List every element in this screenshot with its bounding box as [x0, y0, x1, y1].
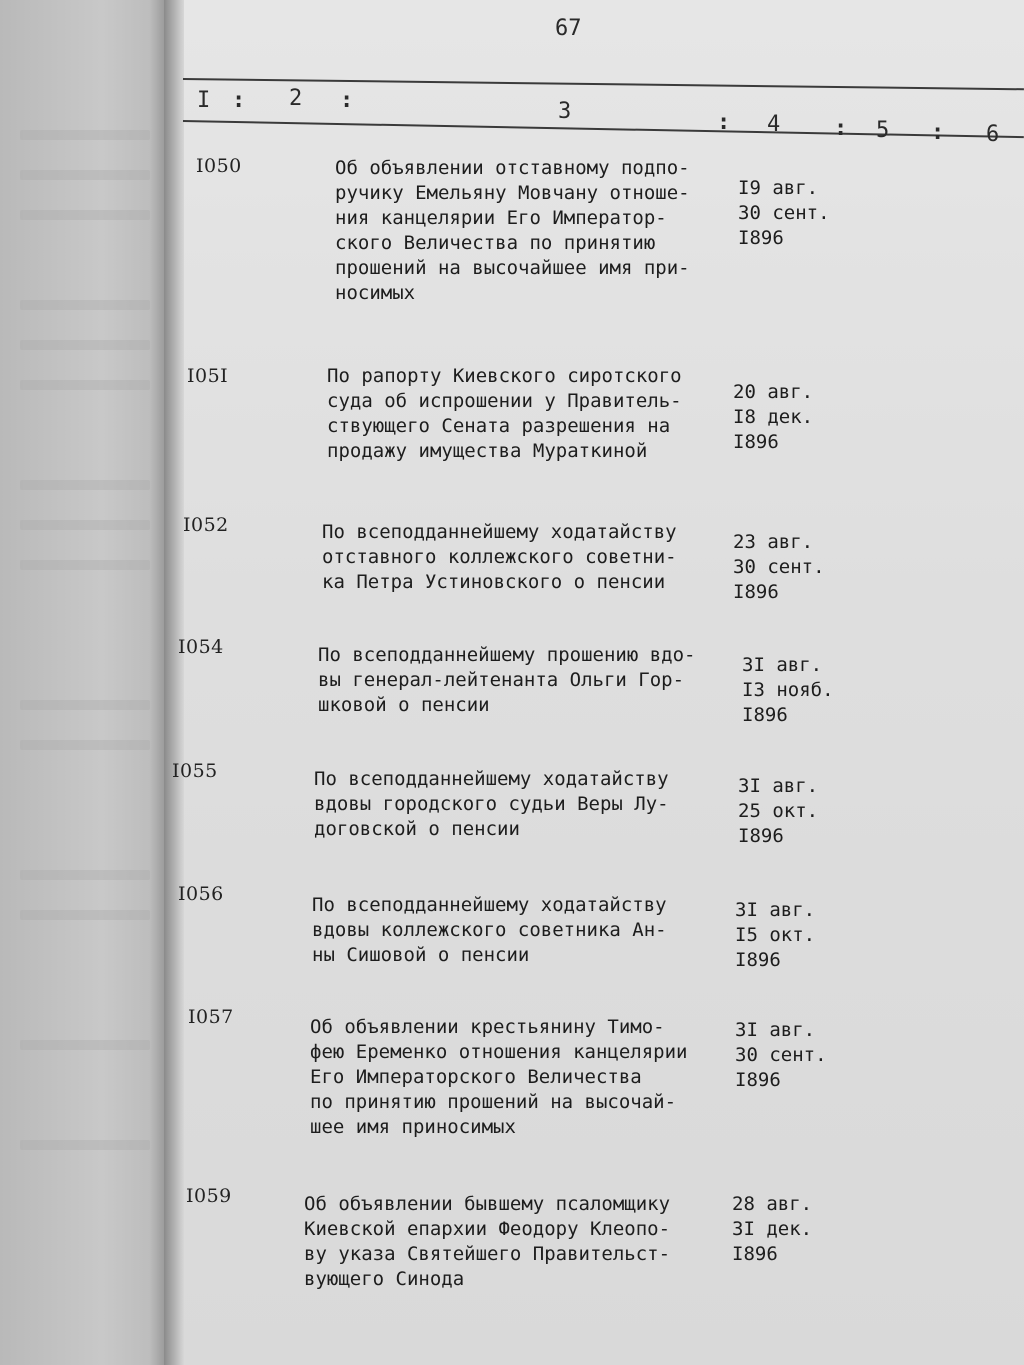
entry-dates: [738, 774, 818, 849]
entry-end-date: 30 сент.: [738, 202, 830, 224]
entry-start-date: 23 авг.: [733, 531, 814, 553]
left-page-text-ghost: [20, 170, 150, 180]
left-page-text-ghost: [20, 340, 150, 350]
column-separator: :: [232, 88, 246, 113]
entry-year: I896: [732, 1243, 778, 1265]
book-gutter: [164, 0, 184, 1365]
entry-dates: [732, 1192, 812, 1267]
entry-title-line: отставного коллежского советни-: [322, 546, 677, 568]
entry-title-line: договской о пенсии: [314, 818, 520, 840]
entry-title: [322, 520, 722, 595]
entry-title-line: носимых: [335, 282, 416, 304]
entry-title-line: По всеподданнейшему ходатайству: [322, 521, 677, 543]
entry-title-line: ка Петра Устиновского о пенсии: [322, 571, 666, 593]
column-header-3: 3: [558, 99, 572, 124]
entry-start-date: 3I авг.: [735, 1019, 816, 1041]
entry-title-line: Киевской епархии Феодору Клеопо-: [304, 1218, 671, 1240]
entry-title-line: По всеподданнейшему прошению вдо-: [318, 644, 696, 666]
entry-title-line: Об объявлении бывшему псаломщику: [304, 1193, 671, 1215]
left-page-text-ghost: [20, 560, 150, 570]
left-page-text-ghost: [20, 210, 150, 220]
left-page-text-ghost: [20, 1140, 150, 1150]
entry-title: [314, 767, 714, 842]
entry-end-date: I3 нояб.: [742, 679, 834, 701]
entry-end-date: 25 окт.: [738, 800, 819, 822]
column-header-2: 2: [289, 86, 303, 111]
entry-start-date: 28 авг.: [732, 1193, 813, 1215]
entry-title-line: По всеподданнейшему ходатайству: [312, 894, 667, 916]
entry-year: I896: [735, 1069, 781, 1091]
entry-title: [335, 156, 735, 306]
entry-number: I057: [188, 1006, 234, 1028]
entry-start-date: I9 авг.: [738, 177, 819, 199]
entry-number: I052: [183, 514, 229, 536]
left-page-text-ghost: [20, 870, 150, 880]
entry-year: I896: [735, 949, 781, 971]
entry-title-line: вдовы городского судьи Веры Лу-: [314, 793, 669, 815]
entry-number: I055: [172, 760, 218, 782]
entry-title: [312, 893, 712, 968]
entry-title-line: вующего Синода: [304, 1268, 465, 1290]
column-header-1: I: [197, 88, 211, 113]
entry-title-line: ручику Емельяну Мовчану отноше-: [335, 182, 690, 204]
entry-end-date: 30 сент.: [733, 556, 825, 578]
entry-dates: [742, 653, 834, 728]
entry-title: [304, 1192, 704, 1292]
left-page-text-ghost: [20, 1040, 150, 1050]
entry-title-line: ны Сишовой о пенсии: [312, 944, 530, 966]
entry-dates: [733, 530, 825, 605]
entry-title-line: ского Величества по принятию: [335, 232, 656, 254]
entry-title-line: Об объявлении крестьянину Тимо-: [310, 1016, 665, 1038]
entry-title-line: ния канцелярии Его Император-: [335, 207, 667, 229]
entry-number: I056: [178, 883, 224, 905]
entry-start-date: 20 авг.: [733, 381, 814, 403]
left-page-text-ghost: [20, 480, 150, 490]
entry-end-date: I8 дек.: [733, 406, 814, 428]
left-page-text-ghost: [20, 740, 150, 750]
entry-start-date: 3I авг.: [735, 899, 816, 921]
entry-end-date: 3I дек.: [732, 1218, 813, 1240]
left-page-text-ghost: [20, 910, 150, 920]
left-page-edge: [0, 0, 170, 1365]
entry-year: I896: [733, 431, 779, 453]
entry-dates: [735, 1018, 827, 1093]
entry-title-line: По рапорту Киевского сиротского: [327, 365, 682, 387]
column-separator: :: [834, 116, 848, 141]
left-page-text-ghost: [20, 300, 150, 310]
entry-title-line: Его Императорского Величества: [310, 1066, 642, 1088]
entry-end-date: I5 окт.: [735, 924, 816, 946]
entry-title-line: суда об испрошении у Правитель-: [327, 390, 682, 412]
entry-title-line: вдовы коллежского советника Ан-: [312, 919, 667, 941]
entry-title-line: прошений на высочайшее имя при-: [335, 257, 690, 279]
entry-title: [327, 364, 727, 464]
column-separator: :: [340, 88, 354, 113]
entry-number: I054: [178, 636, 224, 658]
entry-title: [310, 1015, 710, 1140]
column-header-4: 4: [767, 112, 781, 137]
entry-title-line: Об объявлении отставному подпо-: [335, 157, 690, 179]
column-header-6: 6: [986, 122, 1000, 147]
entry-title: [318, 643, 718, 718]
entry-year: I896: [742, 704, 788, 726]
entry-title-line: вы генерал-лейтенанта Ольги Гор-: [318, 669, 685, 691]
entry-title-line: шковой о пенсии: [318, 694, 490, 716]
entry-year: I896: [738, 227, 784, 249]
entry-title-line: По всеподданнейшему ходатайству: [314, 768, 669, 790]
entry-dates: [735, 898, 815, 973]
entry-title-line: ствующего Сената разрешения на: [327, 415, 671, 437]
entry-start-date: 3I авг.: [742, 654, 823, 676]
column-separator: :: [931, 120, 945, 145]
entry-year: I896: [733, 581, 779, 603]
entry-start-date: 3I авг.: [738, 775, 819, 797]
left-page-text-ghost: [20, 380, 150, 390]
entry-title-line: продажу имущества Мураткиной: [327, 440, 648, 462]
entry-title-line: ву указа Святейшего Правительст-: [304, 1243, 671, 1265]
entry-number: I05I: [187, 365, 229, 387]
entry-dates: [738, 176, 830, 251]
left-page-text-ghost: [20, 700, 150, 710]
entry-end-date: 30 сент.: [735, 1044, 827, 1066]
entry-title-line: по принятию прошений на высочай-: [310, 1091, 677, 1113]
entry-number: I059: [186, 1185, 232, 1207]
entry-number: I050: [196, 155, 242, 177]
left-page-text-ghost: [20, 520, 150, 530]
column-header-5: 5: [876, 118, 890, 143]
entry-dates: [733, 380, 813, 455]
left-page-text-ghost: [20, 130, 150, 140]
entry-year: I896: [738, 825, 784, 847]
entry-title-line: шее имя приносимых: [310, 1116, 516, 1138]
entry-title-line: фею Еременко отношения канцелярии: [310, 1041, 688, 1063]
page-number: 67: [555, 16, 582, 41]
column-separator: :: [717, 110, 731, 135]
